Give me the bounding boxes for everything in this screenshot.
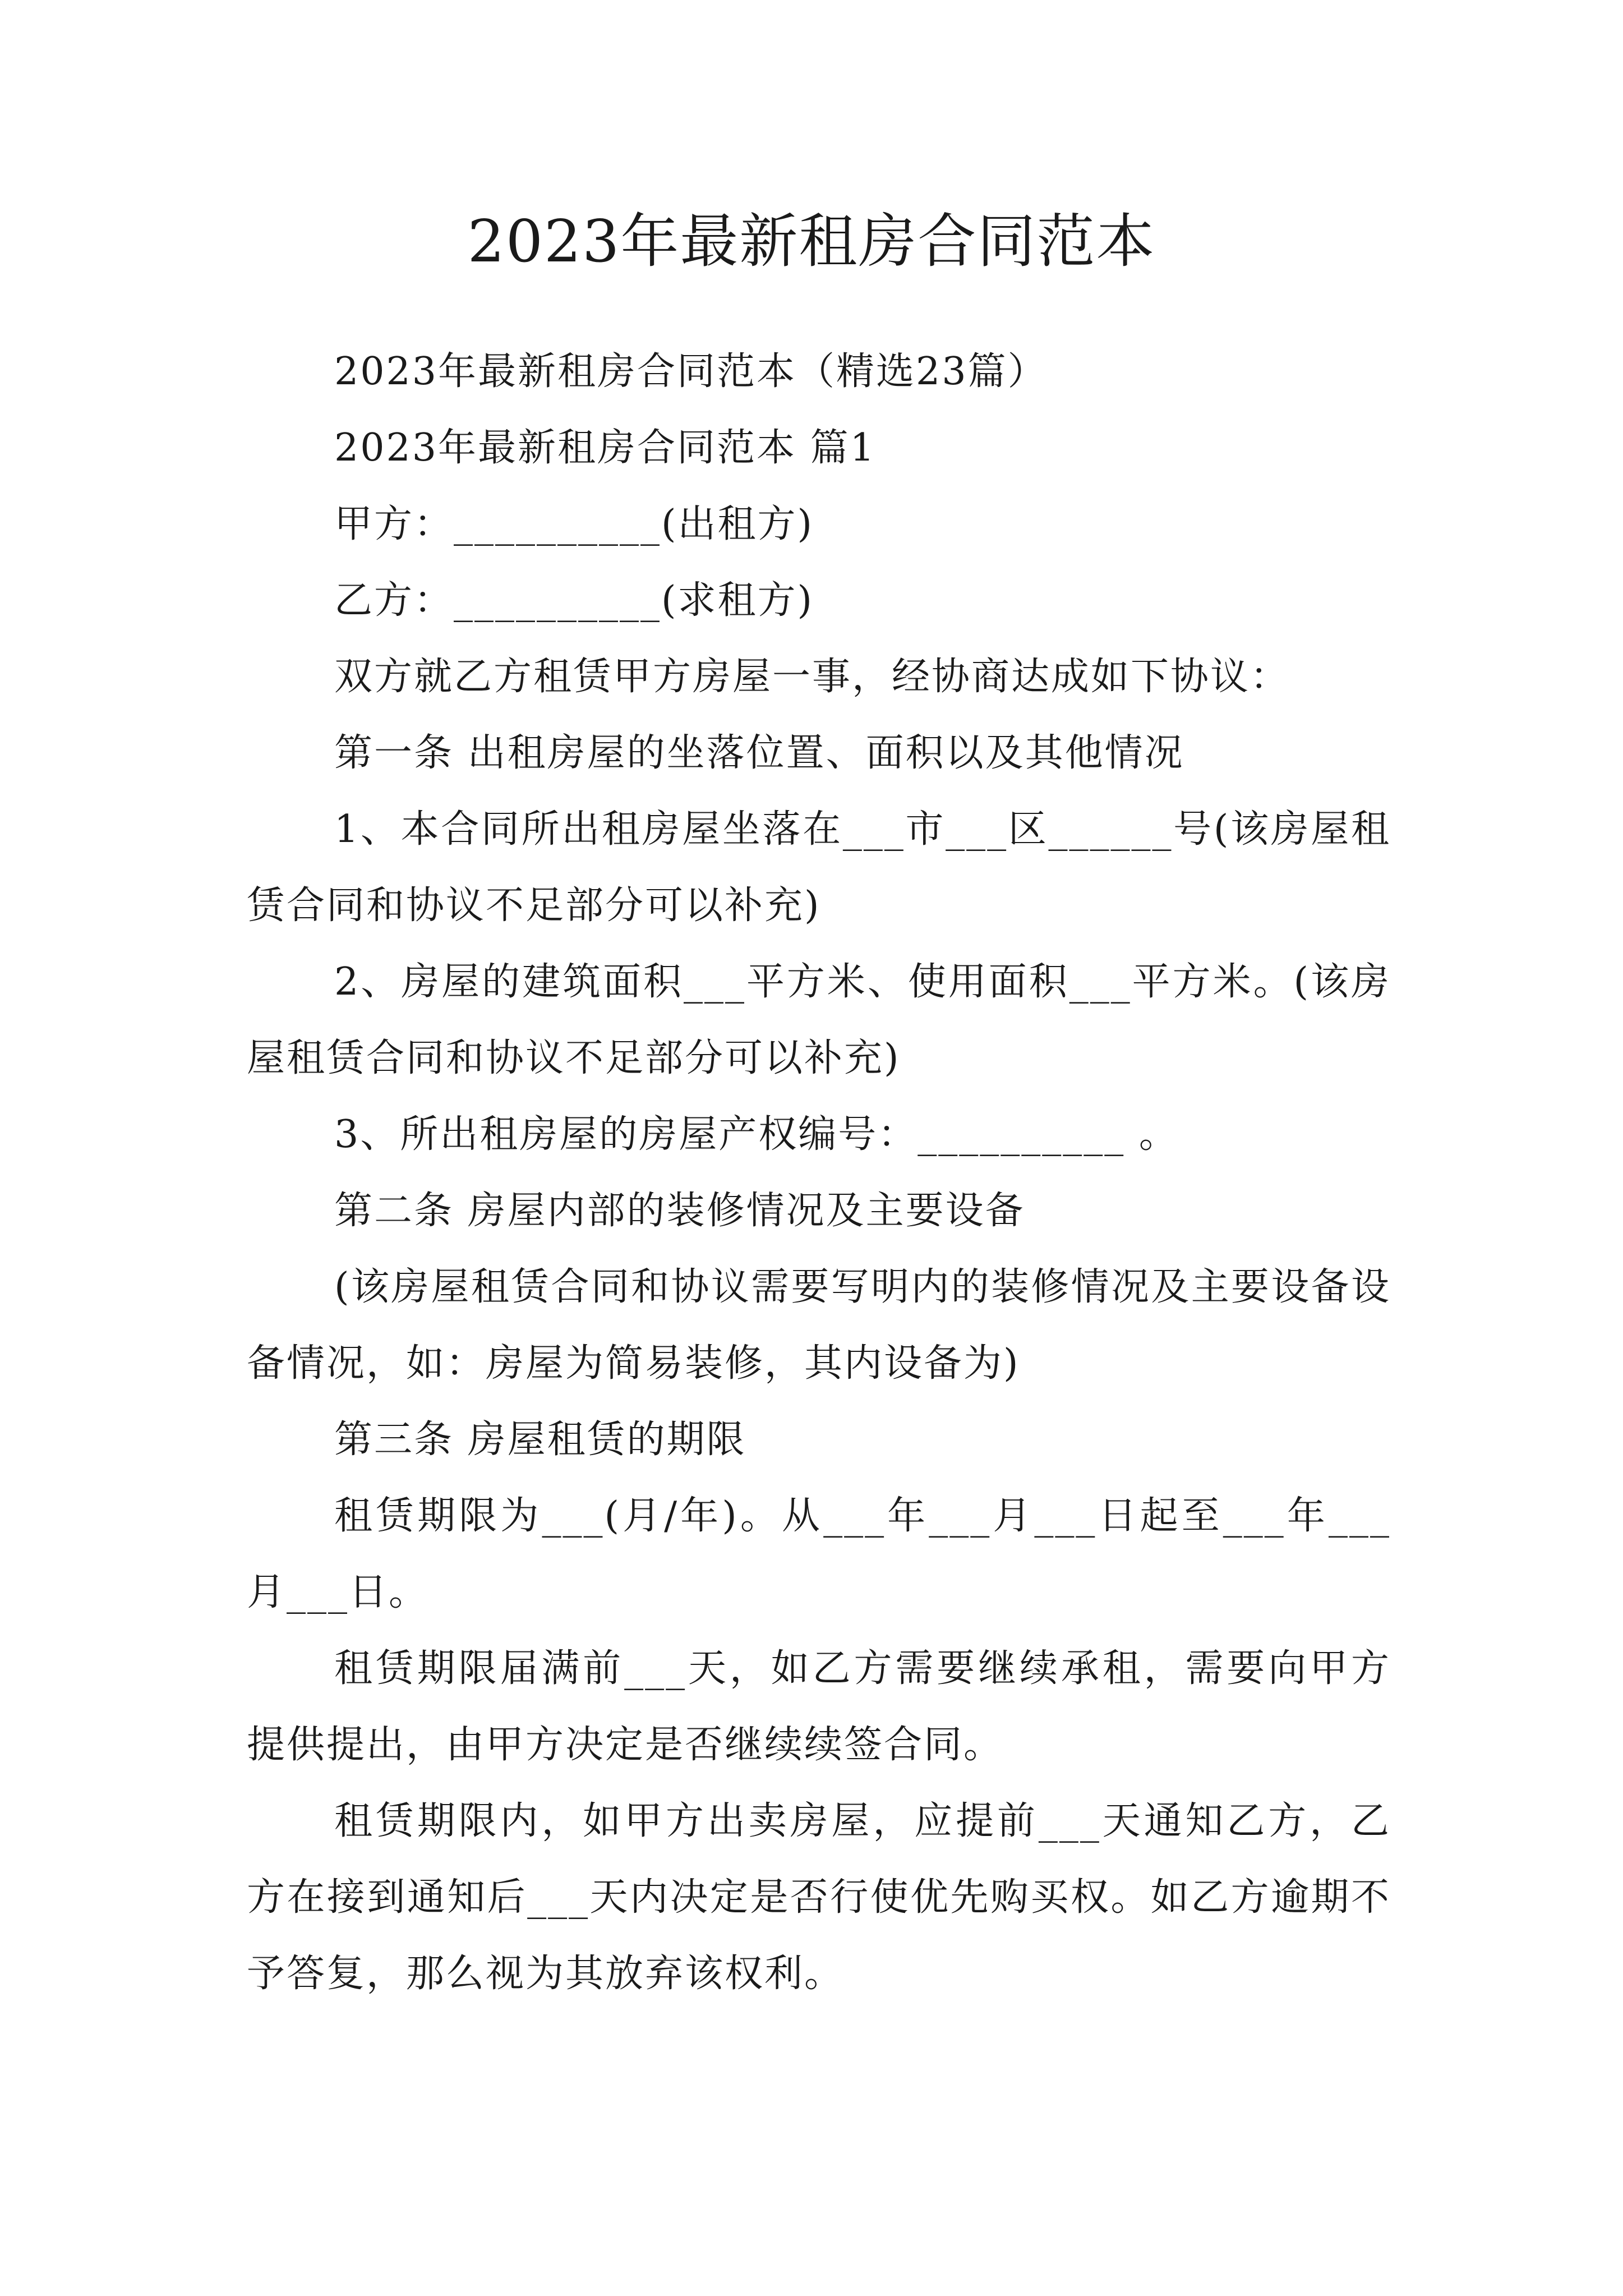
paragraph-section-heading: 2023年最新租房合同范本 篇1 (334, 426, 876, 470)
paragraph-article-1-item-3: 3、所出租房屋的房屋产权编号：__________ 。 (334, 1112, 1179, 1157)
paragraph-article-1-heading: 第一条 出租房屋的坐落位置、面积以及其他情况 (334, 731, 1184, 775)
paragraph-article-3-term: 租赁期限为___(月/年)。从___年___月___日起至___年___月___日。 (247, 1494, 1391, 1614)
document-title: 2023年最新租房合同范本 (467, 207, 1156, 275)
paragraph-article-3-heading: 第三条 房屋租赁的期限 (334, 1418, 746, 1462)
paragraph-subtitle: 2023年最新租房合同范本（精选23篇） (334, 349, 1048, 394)
paragraph-article-3-renewal: 租赁期限届满前___天，如乙方需要继续承租，需要向甲方提供提出，由甲方决定是否继续续签合同。 (247, 1646, 1391, 1767)
paragraph-party-a: 甲方：__________(出租方) (334, 502, 814, 546)
paragraph-party-b: 乙方：__________(求租方) (334, 578, 814, 623)
paragraph-article-2-heading: 第二条 房屋内部的装修情况及主要设备 (334, 1189, 1025, 1233)
paragraph-article-1-item-2: 2、房屋的建筑面积___平方米、使用面积___平方米。(该房屋租赁合同和协议不足部分可以补充) (247, 960, 1391, 1080)
paragraph-article-2-body: (该房屋租赁合同和协议需要写明内的装修情况及主要设备设备情况，如：房屋为简易装修，其内设备为) (247, 1265, 1391, 1386)
paragraph-article-3-sale-notice: 租赁期限内，如甲方出卖房屋，应提前___天通知乙方，乙方在接到通知后___天内决定是否行使优先购买权。如乙方逾期不予答复，那么视为其放弃该权利。 (247, 1799, 1391, 1996)
paragraph-article-1-item-1: 1、本合同所出租房屋坐落在___市___区______号(该房屋租赁合同和协议不足部分可以补充) (247, 807, 1391, 928)
paragraph-agreement-intro: 双方就乙方租赁甲方房屋一事，经协商达成如下协议： (334, 655, 1290, 699)
document-body (247, 334, 1391, 2012)
